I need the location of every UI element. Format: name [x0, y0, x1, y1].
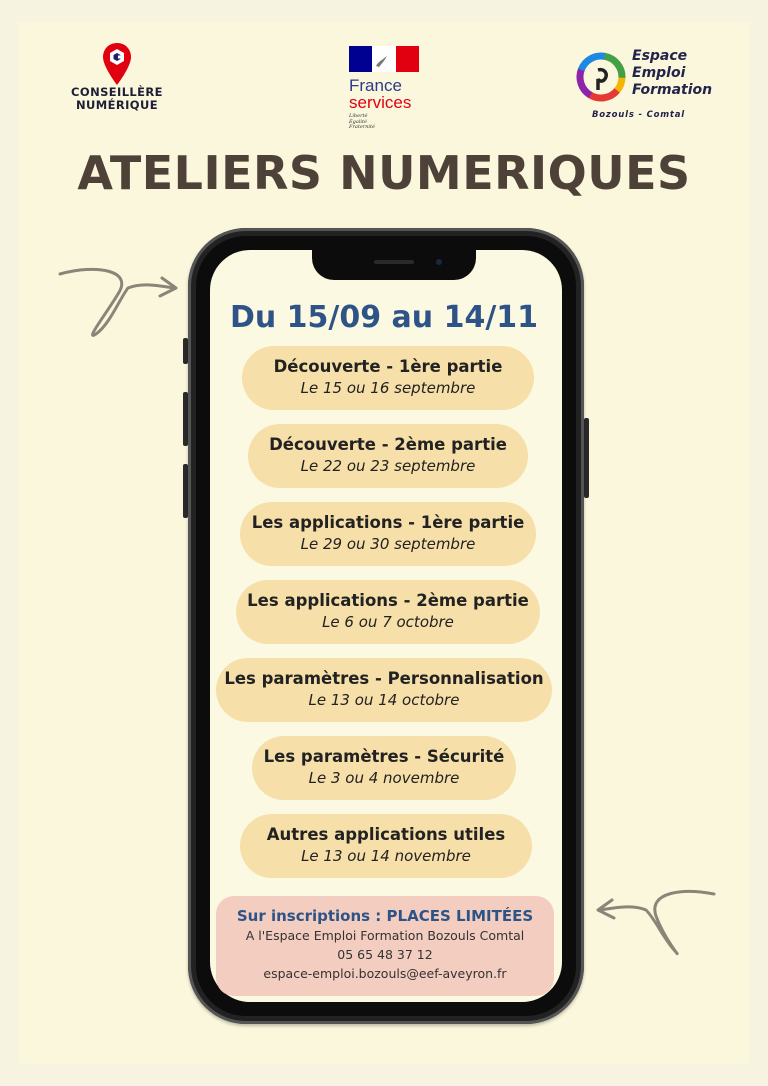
conseillere-numerique-logo — [62, 42, 172, 112]
session-dates: Le 22 ou 23 septembre — [300, 457, 476, 475]
numerique-line: NUMÉRIQUE — [76, 98, 158, 112]
session-card — [252, 736, 516, 800]
session-title: Les applications - 2ème partie — [247, 591, 529, 610]
session-dates: Le 13 ou 14 novembre — [301, 847, 471, 865]
poster-title: ATELIERS NUMERIQUES — [77, 146, 691, 200]
session-card — [236, 580, 540, 644]
france-services-logo — [340, 46, 430, 131]
conseillere-line: CONSEILLÈRE — [71, 85, 163, 99]
phone-notch — [312, 250, 476, 280]
registration-location: A l'Espace Emploi Formation Bozouls Comtal — [245, 928, 525, 943]
eef-rings-icon — [574, 48, 628, 106]
france-label: France — [349, 76, 402, 95]
session-dates: Le 3 ou 4 novembre — [308, 769, 460, 787]
espace-emploi-formation-logo — [572, 46, 732, 126]
session-title: Les paramètres - Sécurité — [263, 747, 505, 766]
republic-motto — [349, 114, 430, 131]
camera-icon — [436, 259, 442, 265]
phone-power-button — [584, 418, 589, 498]
eef-name — [632, 48, 712, 99]
session-card — [216, 658, 552, 722]
session-title: Autres applications utiles — [266, 825, 506, 844]
marianne-flag-icon — [349, 46, 419, 72]
location-pin-icon — [102, 42, 132, 86]
speaker-icon — [374, 260, 414, 264]
session-card — [242, 346, 534, 410]
eef-name-espace: Espace — [632, 48, 688, 64]
motto-fraternite: Fraternité — [349, 124, 375, 130]
session-dates: Le 29 ou 30 septembre — [300, 535, 476, 553]
eef-location: Bozouls - Comtal — [592, 110, 686, 120]
eef-name-emploi: Emploi — [632, 65, 686, 81]
eef-name-formation: Formation — [632, 82, 713, 98]
session-title: Découverte - 2ème partie — [269, 435, 507, 454]
motto-liberte: Liberté — [349, 113, 368, 119]
period-heading: Du 15/09 au 14/11 — [229, 300, 539, 335]
session-card — [248, 424, 528, 488]
session-title: Les applications - 1ère partie — [251, 513, 525, 532]
services-label: services — [349, 93, 412, 112]
session-title: Découverte - 1ère partie — [273, 357, 503, 376]
motto-egalite: Égalité — [349, 118, 367, 125]
session-dates: Le 13 ou 14 octobre — [308, 691, 460, 709]
registration-phone: 05 65 48 37 12 — [337, 947, 433, 962]
session-card — [240, 814, 532, 878]
session-card — [240, 502, 536, 566]
curly-arrow-right-icon — [590, 880, 720, 970]
registration-heading: Sur inscriptions : PLACES LIMITÉES — [236, 907, 534, 925]
registration-email: espace-emploi.bozouls@eef-aveyron.fr — [263, 966, 507, 981]
session-dates: Le 6 ou 7 octobre — [322, 613, 454, 631]
session-dates: Le 15 ou 16 septembre — [300, 379, 476, 397]
session-title: Les paramètres - Personnalisation — [224, 669, 544, 688]
registration-box — [216, 896, 554, 996]
